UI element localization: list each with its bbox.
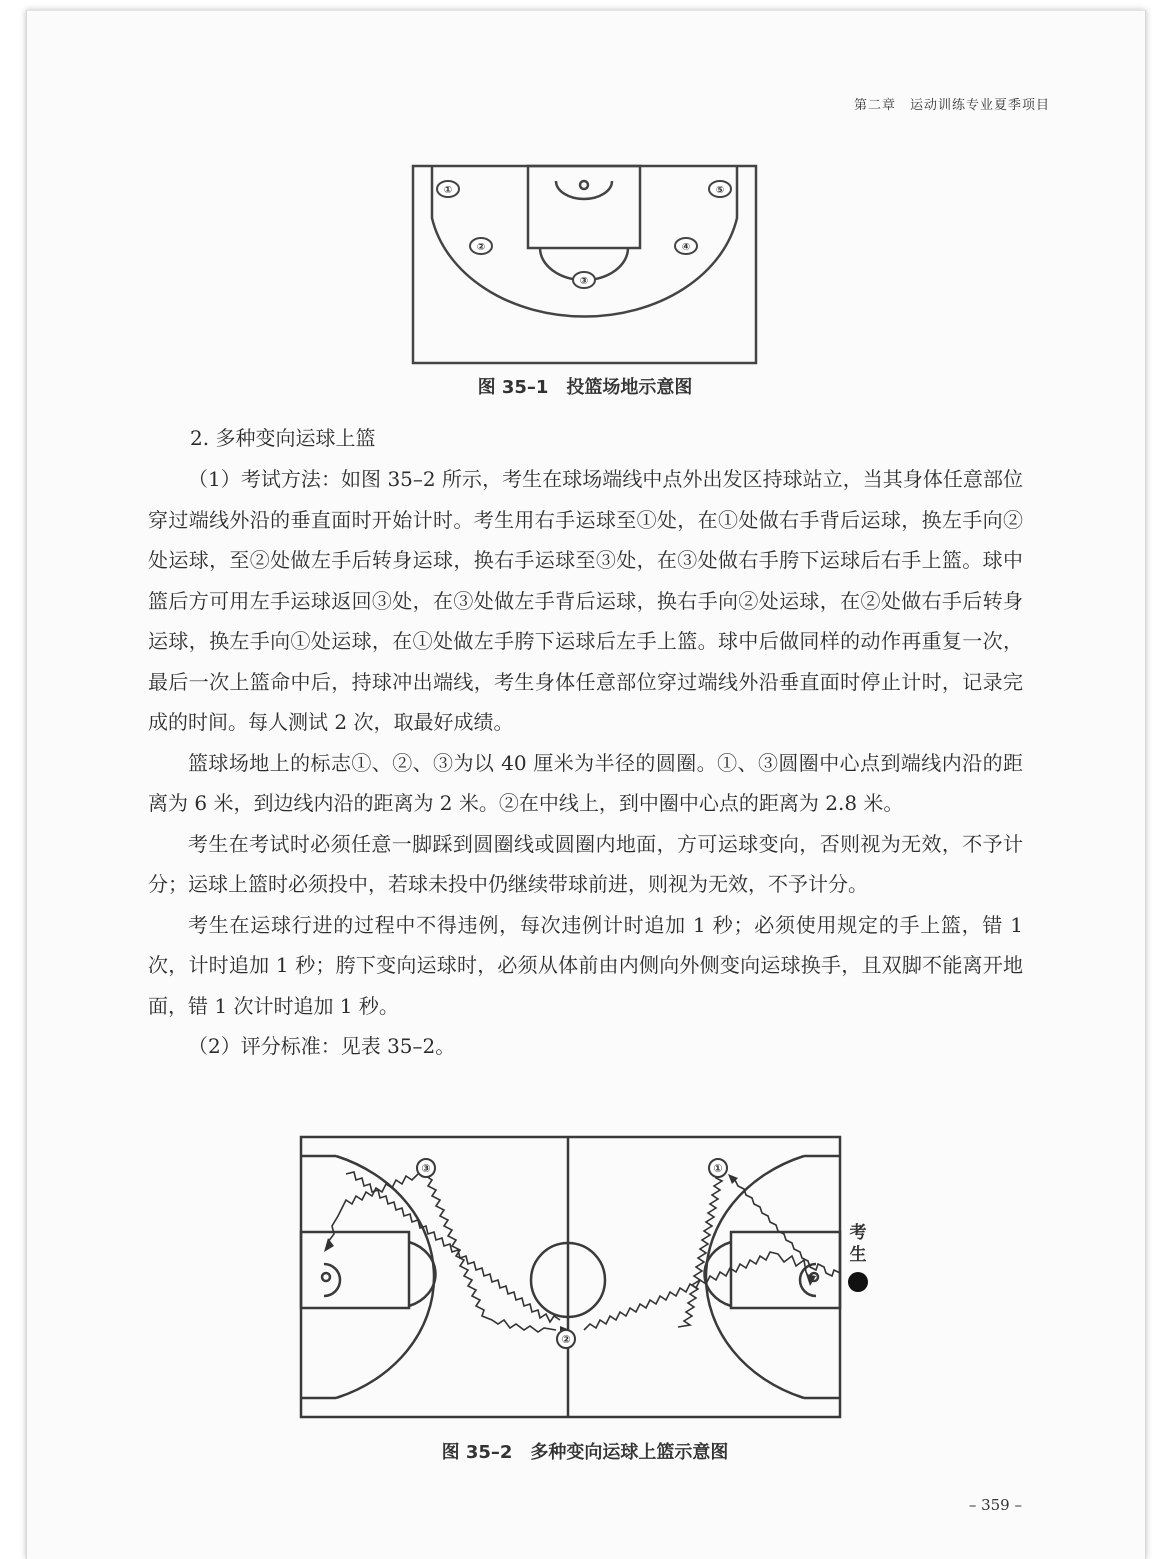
left-key xyxy=(301,1232,409,1308)
spot-5-label: ⑤ xyxy=(715,185,725,196)
left-three-point-arc xyxy=(336,1156,434,1398)
arrow-head-left-basket xyxy=(324,1238,334,1252)
paragraph-exam-method: （1）考试方法：如图 35–2 所示，考生在球场端线中点外出发区持球站立，当其身体任意部位穿过端线外沿的垂直面时开始计时。考生用右手运球至①处，在①处做右手背后运球，换左手向②处运球，至②处做左手后转身运球，换右手运球至③处，在③处做右手胯下运球后右手上篮。球中篮后方可用左手运球返回③处，在③处做左手背后运球，换右手向②处运球，在②处做右手后转身运球，换左手向①处运球，在①处做左手胯下运球后左手上篮。球中后做同样的动作再重复一次，最后一次上篮命中后，持球冲出端线，考生身体任意部位穿过端线外沿垂直面时停止计时，记录完成的时间。每人测试 2 次，取最好成绩。 xyxy=(148,467,1023,734)
right-three-point-arc xyxy=(706,1156,804,1398)
key-lane xyxy=(528,166,640,248)
figure2-caption: 图 35–2 多种变向运球上篮示意图 xyxy=(441,1442,729,1463)
spot-3-label: ③ xyxy=(579,276,589,287)
figure1-caption: 图 35–1 投篮场地示意图 xyxy=(477,377,693,398)
paragraph-scoring: （2）评分标准：见表 35–2。 xyxy=(188,1034,456,1058)
chapter-label: 第二章 xyxy=(853,98,896,113)
paragraph-violations: 考生在运球行进的过程中不得违例，每次违例计时追加 1 秒；必须使用规定的手上篮，错 1 次，计时追加 1 秒；胯下变向运球时，必须从体前由内侧向外侧变向运球换手，且双脚不能离开地面，错 1 次计时追加 1 秒。 xyxy=(148,912,1023,1018)
spot-1-label: ① xyxy=(443,185,453,196)
dribble-path-spot3-to-spot2 xyxy=(426,1176,556,1332)
spot-4-label: ④ xyxy=(681,242,691,253)
body-text xyxy=(148,459,1023,1067)
page-number: – 359 – xyxy=(968,1496,1022,1514)
right-key xyxy=(731,1232,840,1308)
basket xyxy=(580,181,588,189)
examinee-marker xyxy=(848,1272,868,1292)
paragraph-validity: 考生在考试时必须任意一脚踩到圆圈线或圆圈内地面，方可运球变向，否则视为无效，不予计分；运球上篮时必须投中，若球未投中仍继续带球前进，则视为无效，不予计分。 xyxy=(148,831,1023,896)
spot-3-marker-label: ③ xyxy=(421,1162,431,1175)
court-outline xyxy=(413,166,756,363)
spot-2-label: ② xyxy=(476,242,486,253)
dribble-path-to-right-basket xyxy=(584,1252,810,1330)
spot-1-marker-label: ① xyxy=(713,1162,723,1175)
section-heading: 2. 多种变向运球上篮 xyxy=(190,426,376,450)
examinee-label: 考生 xyxy=(849,1223,867,1265)
running-head xyxy=(854,94,1050,113)
figure-dribble-course xyxy=(298,1134,844,1421)
spot-2-marker-label: ② xyxy=(561,1333,571,1346)
figure-shooting-court xyxy=(410,163,760,366)
paragraph-markers: 篮球场地上的标志①、②、③为以 40 厘米为半径的圆圈。①、③圆圈中心点到端线内沿的距离为 6 米，到边线内沿的距离为 2 米。②在中线上，到中圈中心点的距离为 2.8 米。 xyxy=(148,750,1023,815)
chapter-title: 运动训练专业夏季项目 xyxy=(909,98,1050,113)
